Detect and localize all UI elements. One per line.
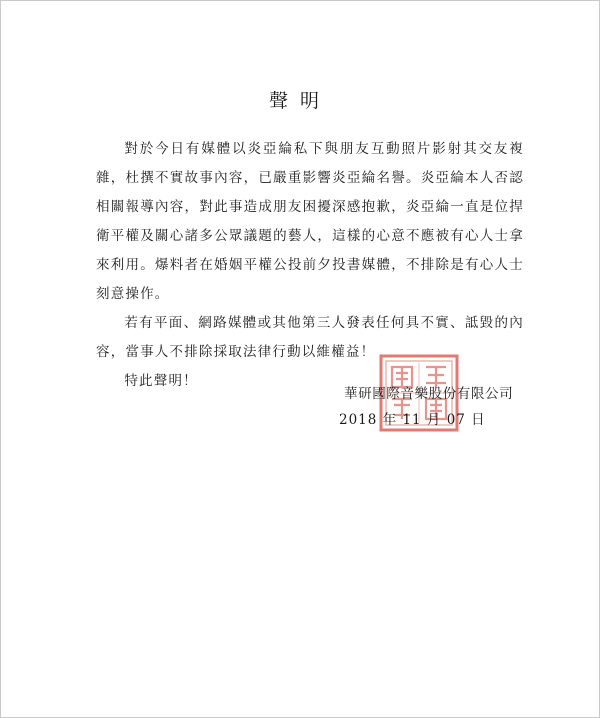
- document-title: 聲明: [268, 90, 331, 112]
- paragraph-main: 對於今日有媒體以炎亞綸私下與朋友互動照片影射其交友複雜，杜撰不實故事內容，已嚴重影響炎亞綸名譽。炎亞綸本人否認相關報導內容，對此事造成朋友困擾深感抱歉，炎亞綸一直是位捍衛平權及關心諸多公眾議題的藝人，這樣的心意不應被有心人士拿來利用。爆料者在婚姻平權公投前夕投書媒體，不排除是有心人士刻意操作。: [96, 141, 524, 302]
- company-name: 華研國際音樂股份有限公司: [344, 386, 514, 402]
- paragraph-closing: 特此聲明！: [124, 373, 198, 389]
- statement-date: 2018 年 11 月 07 日: [339, 412, 486, 428]
- paragraph-legal: 若有平面、網路媒體或其他第三人發表任何具不實、詆毀的內容，當事人不排除採取法律行動以維權益！: [96, 315, 524, 360]
